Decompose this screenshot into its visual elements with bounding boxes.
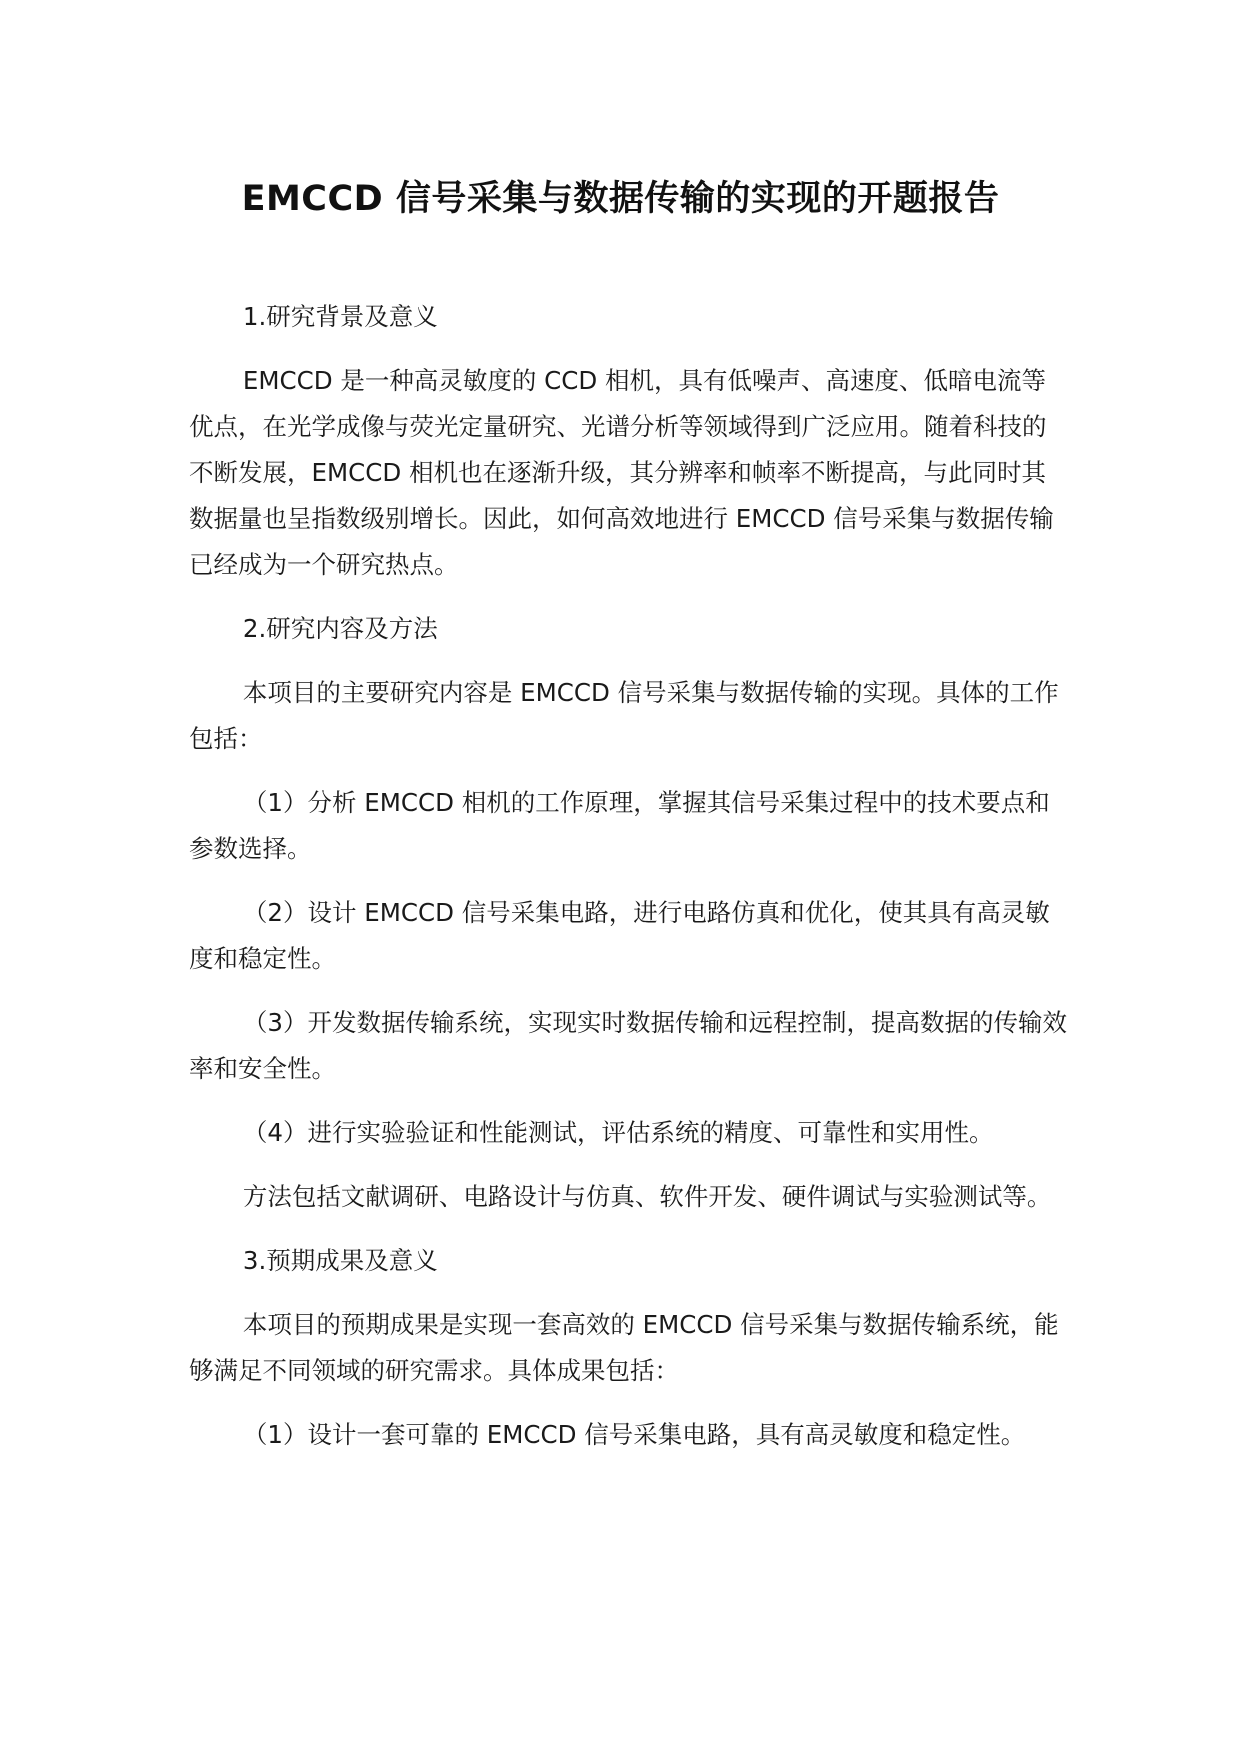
section-heading-content-methods: 2.研究内容及方法 — [242, 614, 438, 643]
list-item-content-2: （2）设计 EMCCD 信号采集电路，进行电路仿真和优化，使其具有高灵敏度和稳定性。 — [189, 898, 1050, 973]
list-item-content-4: （4）进行实验验证和性能测试，评估系统的精度、可靠性和实用性。 — [242, 1118, 994, 1147]
document-body — [189, 294, 1069, 1476]
paragraph-expected-results: 本项目的预期成果是实现一套高效的 EMCCD 信号采集与数据传输系统，能够满足不同领域的研究需求。具体成果包括： — [189, 1310, 1059, 1385]
document-title: EMCCD 信号采集与数据传输的实现的开题报告 — [241, 179, 1000, 219]
paragraph-content-intro: 本项目的主要研究内容是 EMCCD 信号采集与数据传输的实现。具体的工作包括： — [189, 678, 1059, 753]
list-item-results-1: （1）设计一套可靠的 EMCCD 信号采集电路，具有高灵敏度和稳定性。 — [242, 1420, 1026, 1449]
list-item-content-3: （3）开发数据传输系统，实现实时数据传输和远程控制，提高数据的传输效率和安全性。 — [189, 1008, 1067, 1083]
section-heading-expected-results: 3.预期成果及意义 — [242, 1246, 438, 1275]
paragraph-background: EMCCD 是一种高灵敏度的 CCD 相机，具有低噪声、高速度、低暗电流等优点，在光学成像与荧光定量研究、光谱分析等领域得到广泛应用。随着科技的不断发展，EMCCD 相机也在逐渐升级，其分辨率和帧率不断提高，与此同时其数据量也呈指数级别增长。因此，如何高效地进行 EMCCD 信号采集与数据传输已经成为一个研究热点。 — [189, 366, 1054, 579]
paragraph-methods: 方法包括文献调研、电路设计与仿真、软件开发、硬件调试与实验测试等。 — [242, 1182, 1052, 1211]
section-heading-background: 1.研究背景及意义 — [242, 302, 438, 331]
list-item-content-1: （1）分析 EMCCD 相机的工作原理，掌握其信号采集过程中的技术要点和参数选择。 — [189, 788, 1050, 863]
